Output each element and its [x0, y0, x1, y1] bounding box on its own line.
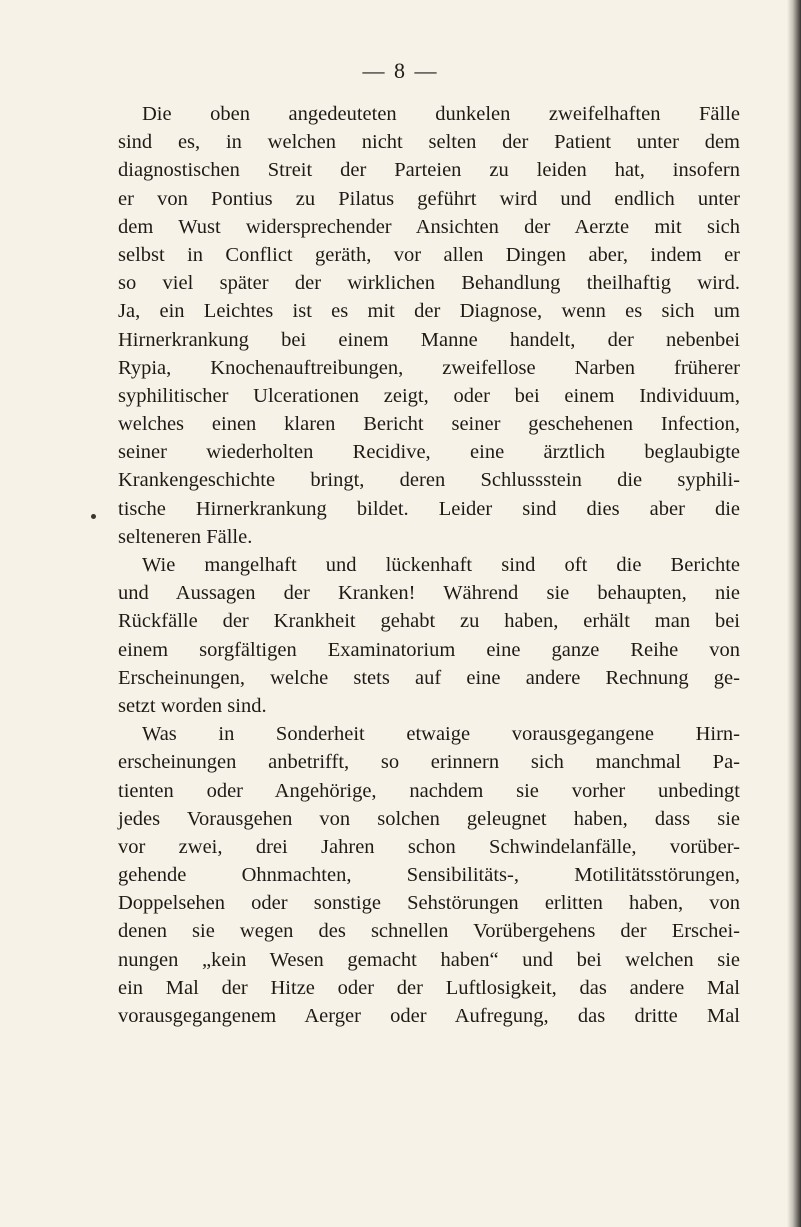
text-line: syphilitischer Ulcerationen zeigt, oder bei einem Individuum,	[118, 384, 740, 407]
text-line: Was in Sonderheit etwaige vorausgegangene Hirn-	[142, 723, 740, 746]
text-line: tienten oder Angehörige, nachdem sie vorher unbedingt	[118, 779, 740, 802]
text-line: seiner wiederholten Recidive, eine ärztlich beglaubigte	[118, 441, 740, 464]
text-line: erscheinungen anbetrifft, so erinnern sich manchmal Pa-	[118, 751, 740, 774]
text-line: so viel später der wirklichen Behandlung theilhaftig wird.	[118, 272, 740, 295]
text-line: setzt worden sind.	[118, 694, 267, 717]
text-line: welches einen klaren Bericht seiner geschehenen Infection,	[118, 413, 740, 436]
text-line: Wie mangelhaft und lückenhaft sind oft die Berichte	[142, 554, 740, 576]
text-line: selteneren Fälle.	[118, 525, 253, 548]
text-line: einem sorgfältigen Examinatorium eine ganze Reihe von	[118, 638, 740, 661]
page-number: — 8 —	[362, 58, 439, 83]
text-line: vorausgegangenem Aerger oder Aufregung, das dritte Mal	[118, 1005, 740, 1027]
text-line: Erscheinungen, welche stets auf eine andere Rechnung ge-	[118, 666, 740, 689]
text-line: Rückfälle der Krankheit gehabt zu haben, erhält man bei	[118, 610, 740, 633]
text-line: sind es, in welchen nicht selten der Patient unter dem	[118, 131, 740, 154]
text-line: und Aussagen der Kranken! Während sie behaupten, nie	[118, 582, 740, 605]
text-line: Ja, ein Leichtes ist es mit der Diagnose, wenn es sich um	[118, 300, 740, 323]
text-line: diagnostischen Streit der Parteien zu leiden hat, insofern	[118, 159, 740, 182]
margin-dot	[91, 514, 96, 519]
text-line: Doppelsehen oder sonstige Sehstörungen erlitten haben, von	[118, 892, 740, 915]
text-line: Krankengeschichte bringt, deren Schlussstein die syphili-	[118, 469, 740, 492]
body-text	[118, 100, 740, 1030]
text-line: nungen „kein Wesen gemacht haben“ und bei welchen sie	[118, 948, 740, 971]
text-line: jedes Vorausgehen von solchen geleugnet haben, dass sie	[118, 807, 740, 830]
text-line: vor zwei, drei Jahren schon Schwindelanfälle, vorüber-	[118, 835, 740, 858]
text-line: selbst in Conflict geräth, vor allen Dingen aber, indem er	[118, 243, 740, 266]
page-edge-shadow	[787, 0, 801, 1227]
text-line: denen sie wegen des schnellen Vorübergehens der Erschei-	[118, 920, 740, 943]
text-line: Rypia, Knochenauftreibungen, zweifellose Narben früherer	[118, 356, 740, 379]
text-line: tische Hirnerkrankung bildet. Leider sind dies aber die	[118, 497, 740, 520]
text-line: Hirnerkrankung bei einem Manne handelt, der nebenbei	[118, 328, 740, 351]
text-line: Die oben angedeuteten dunkelen zweifelhaften Fälle	[142, 103, 740, 125]
text-line: gehende Ohnmachten, Sensibilitäts-, Motilitätsstörungen,	[118, 864, 740, 887]
text-line: ein Mal der Hitze oder der Luftlosigkeit, das andere Mal	[118, 976, 740, 999]
text-line: er von Pontius zu Pilatus geführt wird und endlich unter	[118, 187, 740, 210]
text-line: dem Wust widersprechender Ansichten der Aerzte mit sich	[118, 215, 740, 238]
